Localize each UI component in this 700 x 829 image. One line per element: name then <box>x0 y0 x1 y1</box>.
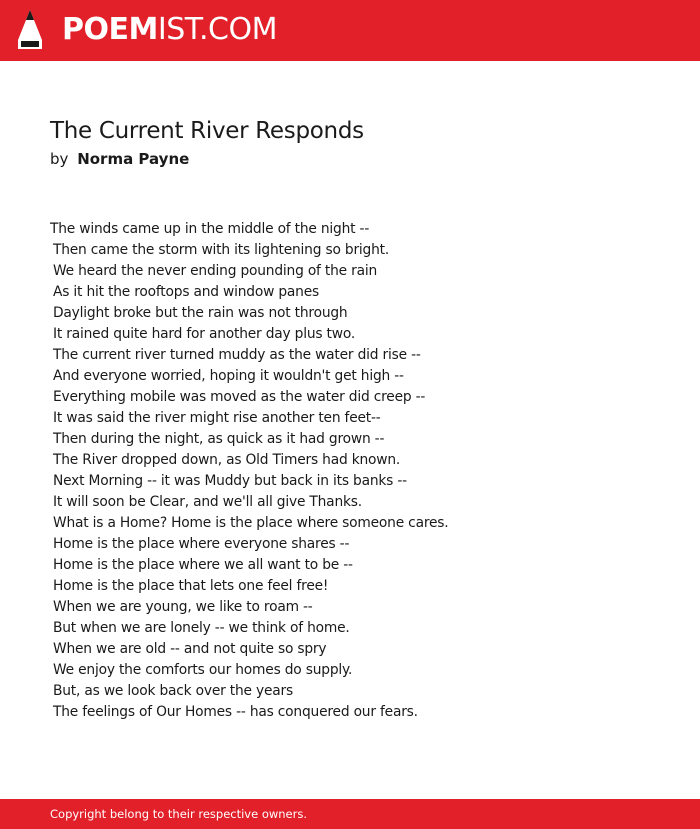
poem-line: As it hit the rooftops and window panes <box>53 284 319 300</box>
poem-line: Home is the place where we all want to be -- <box>53 557 353 573</box>
site-header <box>0 0 700 61</box>
poem-body <box>50 219 670 723</box>
poem-line: Home is the place where everyone shares -- <box>53 536 350 552</box>
poem-line: What is a Home? Home is the place where someone cares. <box>53 515 449 531</box>
author-link[interactable]: Norma Payne <box>77 150 190 168</box>
poem-line: When we are old -- and not quite so spry <box>53 641 327 657</box>
poem-title: The Current River Responds <box>50 118 364 144</box>
poem-line: And everyone worried, hoping it wouldn't get high -- <box>53 368 404 384</box>
copyright-text: Copyright belong to their respective owners. <box>50 807 308 821</box>
site-footer <box>0 799 700 829</box>
poem-line: Home is the place that lets one feel free! <box>53 578 329 594</box>
by-label: by <box>50 150 69 168</box>
poem-line: But when we are lonely -- we think of home. <box>53 620 350 636</box>
poem-line: We heard the never ending pounding of the rain <box>53 263 378 279</box>
poem-line: Daylight broke but the rain was not through <box>53 305 348 321</box>
poem-line: The current river turned muddy as the water did rise -- <box>53 347 421 363</box>
site-logo-text <box>62 13 277 47</box>
poem-line: Then came the storm with its lightening so bright. <box>53 242 390 258</box>
pencil-tip-icon <box>17 9 43 51</box>
poem-line: The feelings of Our Homes -- has conquered our fears. <box>53 704 418 720</box>
poem-line: It will soon be Clear, and we'll all give Thanks. <box>53 494 362 510</box>
poem-line: We enjoy the comforts our homes do supply. <box>53 662 353 678</box>
poem-line: The River dropped down, as Old Timers had known. <box>53 452 401 468</box>
poem-line: Then during the night, as quick as it had grown -- <box>53 431 385 447</box>
poem-line: When we are young, we like to roam -- <box>53 599 313 615</box>
logo-bold-part: POEM <box>62 12 158 47</box>
poem-line: Everything mobile was moved as the water did creep -- <box>53 389 426 405</box>
poem-line: But, as we look back over the years <box>53 683 293 699</box>
poem-line: The winds came up in the middle of the night -- <box>50 221 370 237</box>
poem-line: Next Morning -- it was Muddy but back in its banks -- <box>53 473 407 489</box>
poem-line: It was said the river might rise another ten feet-- <box>53 410 381 426</box>
poem-byline <box>50 149 189 169</box>
logo-light-part: IST.COM <box>157 12 277 47</box>
poem-line: It rained quite hard for another day plus two. <box>53 326 356 342</box>
